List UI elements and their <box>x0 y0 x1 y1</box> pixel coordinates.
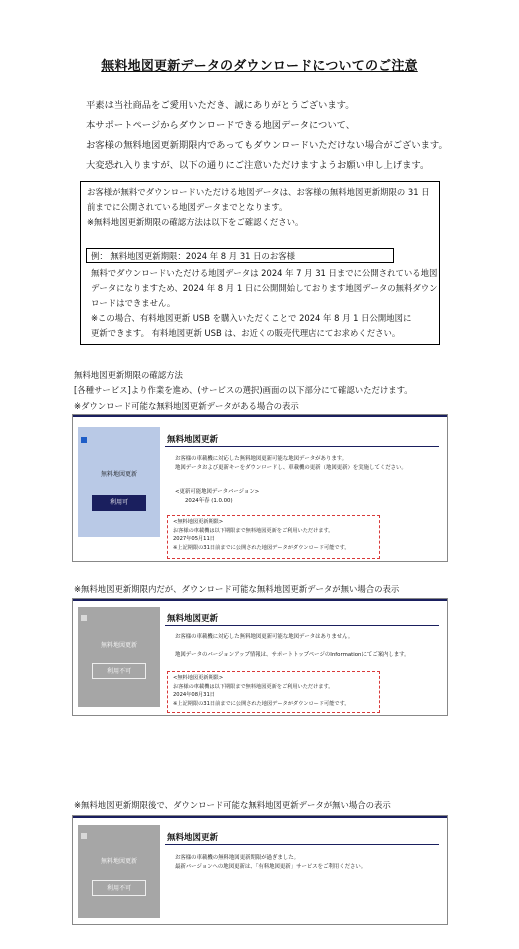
example-label: 例： 無料地図更新期限：2024 年 8 月 31 日のお客様 <box>86 248 394 263</box>
service-name: 無料地図更新 <box>100 858 137 865</box>
panel-expired <box>72 815 448 925</box>
expiry-box <box>167 671 380 713</box>
notice-line: お客様が無料でダウンロードいただける地図データは、お客様の無料地図更新期限の 31 日 <box>87 187 430 197</box>
available-button[interactable]: 利用可 <box>92 495 146 511</box>
panel-title: 無料地図更新 <box>167 435 219 445</box>
intro-line: 平素は当社商品をご愛用いただき、誠にありがとうございます。 <box>86 100 355 111</box>
case2-label: ※無料地図更新期限内だが、ダウンロード可能な無料地図更新データが無い場合の表示 <box>74 584 400 594</box>
checkbox-icon[interactable] <box>81 833 87 839</box>
title-underline <box>165 844 439 845</box>
expiry-line: <無料地図更新期限> <box>173 519 224 525</box>
checkbox-icon[interactable] <box>81 437 87 443</box>
expiry-date: 2024年08月31日 <box>173 692 215 698</box>
service-tile[interactable] <box>78 427 160 537</box>
intro-line: お客様の無料地図更新期限内であってもダウンロードいただけない場合がございます。 <box>86 140 448 151</box>
expiry-line: <無料地図更新期限> <box>173 675 224 681</box>
panel-text: お客様の車載機に対応した無料地図更新可能な地図データがあります。 <box>175 456 348 462</box>
expiry-date: 2027年05月11日 <box>173 536 215 542</box>
page-title: 無料地図更新データのダウンロードについてのご注意 <box>101 59 418 74</box>
panel-text: 地図データのバージョンアップ情報は、サポートトップページのInformationにてご案内します。 <box>175 652 410 658</box>
title-underline <box>165 446 439 447</box>
service-tile[interactable] <box>78 607 160 707</box>
service-tile[interactable] <box>78 825 160 918</box>
panel-top-line <box>73 415 447 417</box>
intro-text <box>86 96 506 176</box>
example-line: ロードはできません。 <box>91 298 176 308</box>
expiry-line: お客様の車載機は以下期限まで無料地図更新をご利用いただけます。 <box>173 527 334 534</box>
service-name: 無料地図更新 <box>100 642 137 649</box>
expiry-line: ※上記期限の31日前までに公開された地図データがダウンロード可能です。 <box>173 700 350 707</box>
example-line: データになりますため、2024 年 8 月 1 日に公開開始しております地図データの無料ダウン <box>91 283 438 293</box>
expiry-line: お客様の車載機は以下期限まで無料地図更新をご利用いただけます。 <box>173 683 334 690</box>
intro-line: 大変恐れ入りますが、以下の通りにご注意いただけますようお願い申し上げます。 <box>86 160 430 171</box>
checkbox-icon[interactable] <box>81 615 87 621</box>
case1-label: ※ダウンロード可能な無料地図更新データがある場合の表示 <box>74 401 299 411</box>
section-desc: [各種サービス]より作業を進め、(サービスの選択)画面の以下部分にて確認いただけます。 <box>74 385 413 395</box>
service-name: 無料地図更新 <box>100 471 137 478</box>
unavailable-button[interactable]: 利用不可 <box>92 880 146 896</box>
notice-box <box>80 181 440 345</box>
example-line: 無料でダウンロードいただける地図データは 2024 年 7 月 31 日までに公開されている地図 <box>91 268 438 278</box>
panel-text: 最新バージョンへの地図更新は、「有料地図更新」サービスをご利用ください。 <box>175 864 367 870</box>
panel-text: お客様の車載機の無料地図更新期限が過ぎました。 <box>175 855 299 861</box>
section-heading: 無料地図更新期限の確認方法 <box>74 370 183 380</box>
notice-line: ※無料地図更新期限の確認方法は以下をご確認ください。 <box>87 217 304 227</box>
intro-line: 本サポートページからダウンロードできる地図データについて、 <box>86 120 356 131</box>
case3-label: ※無料地図更新期限後で、ダウンロード可能な無料地図更新データが無い場合の表示 <box>74 800 391 810</box>
notice-line: 前までに公開されている地図データまでとなります。 <box>87 202 288 212</box>
example-line: 更新できます。 有料地図更新 USB は、お近くの販売代理店にてお求めください。 <box>91 328 401 338</box>
version-label: <更新可能地図データバージョン> <box>175 489 260 495</box>
version-value: 2024年春 (1.0.00) <box>185 498 233 504</box>
panel-text: お客様の車載機に対応した無料地図更新可能な地図データはありません。 <box>175 634 354 640</box>
expiry-box <box>167 515 380 559</box>
panel-text: 地図データおよび更新キーをダウンロードし、車載機の更新（地図更新）を実施してください。 <box>175 465 407 471</box>
panel-top-line <box>73 816 447 818</box>
example-body <box>91 266 436 341</box>
panel-available <box>72 414 448 562</box>
unavailable-button[interactable]: 利用不可 <box>92 663 146 679</box>
example-line: ※この場合、有料地図更新 USB を購入いただくことで 2024 年 8 月 1 日公開地図に <box>91 313 412 323</box>
panel-top-line <box>73 599 447 601</box>
panel-title: 無料地図更新 <box>167 833 219 843</box>
panel-no-data <box>72 598 448 716</box>
panel-title: 無料地図更新 <box>167 614 219 624</box>
expiry-line: ※上記期限の31日前までに公開された地図データがダウンロード可能です。 <box>173 544 350 551</box>
title-underline <box>165 625 439 626</box>
